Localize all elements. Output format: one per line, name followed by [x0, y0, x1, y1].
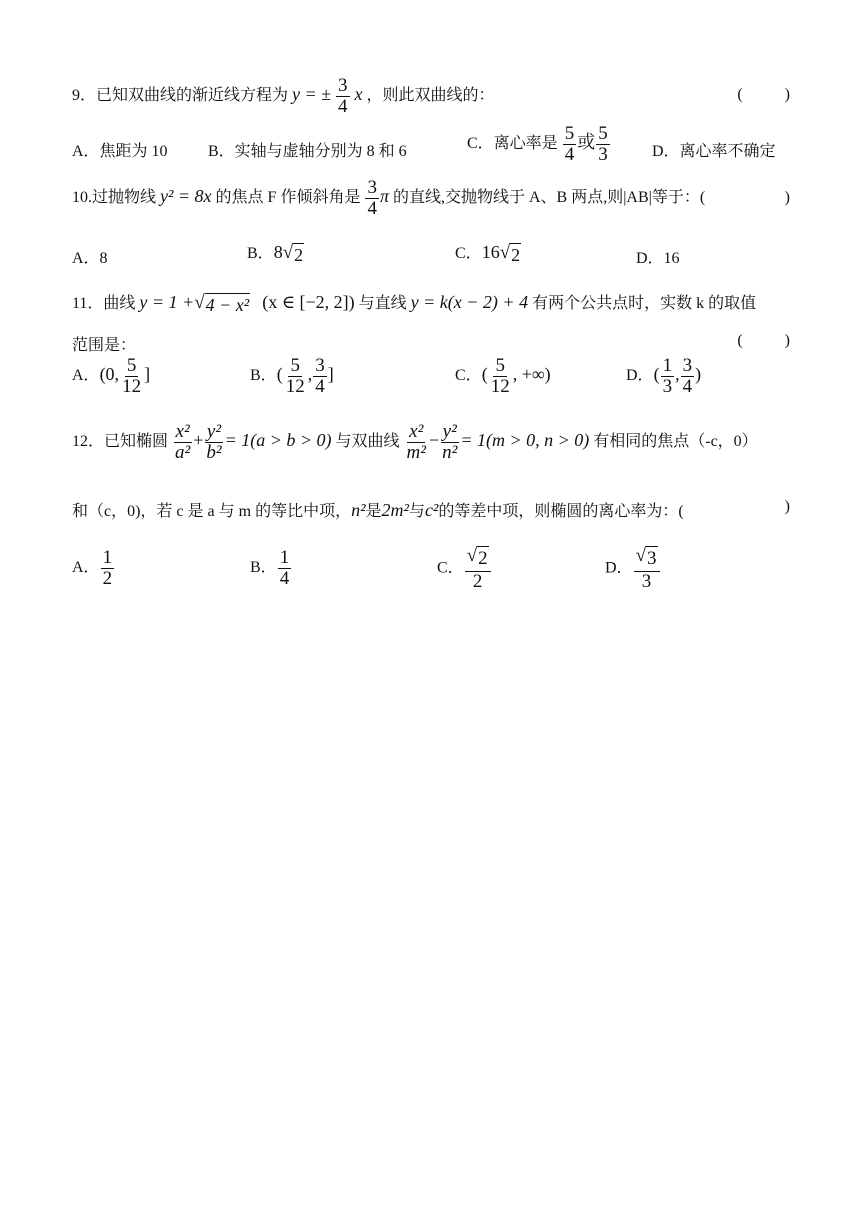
q10-option-c: C．16 √ 2 [455, 242, 521, 265]
q11-option-b: B．( $\frac{5}{12}$ , $\frac{3}{4}$ ] [250, 355, 334, 397]
q9-stem [72, 76, 495, 117]
q11-option-a: A．(0, $\frac{5}{12}$ ] [72, 355, 151, 397]
q9-stem-tail: ，则此双曲线的： [366, 87, 495, 105]
q10-angle-fraction: $\frac{3}{4}$ [367, 177, 377, 219]
q12-option-d: D． √ 3 3 [605, 546, 661, 592]
q12-option-a: A． $\frac{1}{2}$ [72, 547, 113, 589]
q9-eq-lhs: y = ± [292, 84, 332, 105]
q9-option-b: B．实轴与虚轴分别为 8 和 6 [208, 143, 407, 160]
q12-paren-close: ) [784, 498, 790, 515]
q11-stem-line2: 范围是： [72, 337, 137, 354]
q11-answer-parens: ( ) [737, 332, 790, 349]
q12-stem-line2: 和（c，0)，若 c 是 a 与 m 的等比中项，n²是2m²与c²的等差中项，则椭圆的离心率为：( [72, 500, 684, 520]
q10-paren-close: ) [784, 189, 790, 206]
q11-stem: 11．曲线 y = 1 + √ 4 − x² (x ∈ [−2, 2]) 与直线 y = k(x − 2) + 4 有两个公共点时，实数 k 的取值 [72, 292, 757, 315]
q9-answer-parens: ( ) [737, 86, 790, 103]
q12-option-c: C． √ 2 2 [437, 546, 492, 592]
q12-stem: 12．已知椭圆 $\frac{\text{x²}}{\text{a²}}$ + $\frac{\text{y²}}{\text{b²}}$ = 1(a > b > 0) 与双曲线 $\frac{\text{x²}}{\text{m²}}$ − $\frac{\text{y²}}{\text{n²}}$ = 1(m > 0, n > 0) 有相同的焦点（-c，0） [72, 421, 758, 463]
q9-stem-text: 9．已知双曲线的渐近线方程为 [72, 87, 289, 105]
q9-option-d: D．离心率不确定 [652, 143, 776, 160]
q10-option-a: A．8 [72, 250, 108, 267]
q12-option-b: B． $\frac{1}{4}$ [250, 547, 290, 589]
q9-option-a: A．焦距为 10 [72, 143, 168, 160]
q10-option-d: D．16 [636, 250, 680, 267]
q11-option-d: D．( $\frac{1}{3}$ , $\frac{3}{4}$ ) [626, 355, 702, 397]
q10-stem: 10.过抛物线 y² = 8x 的焦点 F 作倾斜角是 $\frac{3}{4}$ π 的直线,交抛物线于 A、B 两点,则|AB|等于：( [72, 177, 706, 219]
q9-eq-fraction: $\frac{3}{4}$ [338, 75, 348, 117]
q10-equation: y² = 8x [160, 186, 212, 207]
q11-option-c: C．( $\frac{5}{12}$ , +∞) [455, 355, 551, 397]
q9-eq-var: x [354, 84, 363, 105]
q10-option-b: B．8 √ 2 [247, 242, 304, 265]
q9-option-c: C．离心率是 $\frac{5}{4}$ 或 $\frac{5}{3}$ [467, 123, 608, 165]
